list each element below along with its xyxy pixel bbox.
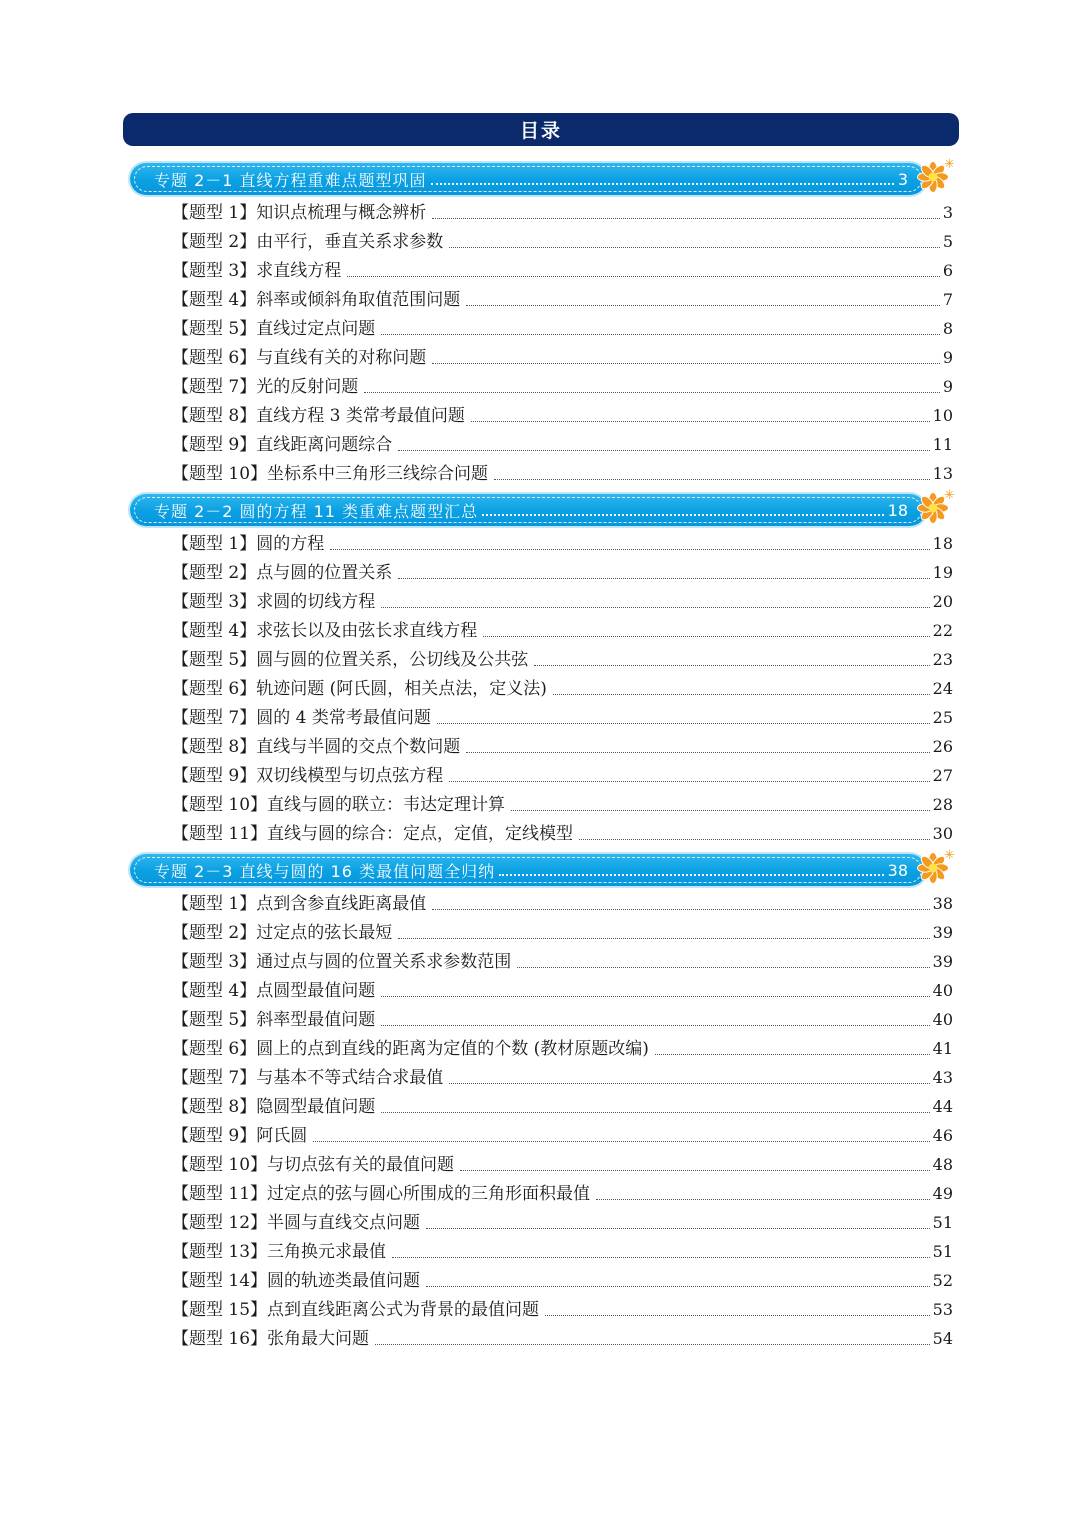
dot-leader bbox=[381, 607, 929, 608]
dot-leader bbox=[471, 421, 930, 422]
entry-label: 【题型 10】 bbox=[172, 795, 268, 815]
entry-page-number: 44 bbox=[932, 1097, 953, 1116]
entry-title: 直线与半圆的交点个数问题 bbox=[256, 737, 461, 757]
entry-title: 与切点弦有关的最值问题 bbox=[267, 1155, 455, 1175]
entry-label: 【题型 3】 bbox=[172, 261, 257, 281]
entry-label: 【题型 2】 bbox=[172, 563, 257, 583]
entry-label: 【题型 4】 bbox=[172, 290, 257, 310]
entry-title: 双切线模型与切点弦方程 bbox=[256, 766, 444, 786]
section-title: 专题 2－2 圆的方程 11 类重难点题型汇总 bbox=[154, 501, 479, 521]
entry-title: 圆与圆的位置关系，公切线及公共弦 bbox=[256, 650, 529, 670]
toc-entry[interactable] bbox=[172, 560, 953, 584]
toc-entry[interactable] bbox=[172, 734, 953, 758]
entry-title: 隐圆型最值问题 bbox=[256, 1097, 376, 1117]
entry-title: 三角换元求最值 bbox=[267, 1242, 387, 1262]
toc-entry[interactable] bbox=[172, 461, 953, 485]
entry-title: 轨迹问题 (阿氏圆，相关点法，定义法) bbox=[256, 679, 547, 699]
svg-text:✳: ✳ bbox=[944, 488, 954, 503]
entry-page-number: 5 bbox=[942, 232, 953, 251]
entry-title: 圆的方程 bbox=[256, 534, 325, 554]
entry-title: 圆的 4 类常考最值问题 bbox=[256, 708, 431, 728]
entry-page-number: 9 bbox=[942, 377, 953, 396]
toc-entry[interactable] bbox=[172, 403, 953, 427]
section-header[interactable] bbox=[130, 163, 926, 195]
entry-label: 【题型 5】 bbox=[172, 1010, 257, 1030]
dot-leader bbox=[364, 392, 940, 393]
toc-entry[interactable] bbox=[172, 287, 953, 311]
toc-entry[interactable] bbox=[172, 821, 953, 845]
entry-page-number: 41 bbox=[932, 1039, 953, 1058]
flower-icon bbox=[916, 848, 954, 886]
entry-page-number: 53 bbox=[932, 1300, 953, 1319]
entry-page-number: 40 bbox=[932, 981, 953, 1000]
dot-leader bbox=[596, 1199, 930, 1200]
entry-page-number: 3 bbox=[942, 203, 953, 222]
toc-entry[interactable] bbox=[172, 1326, 953, 1350]
dot-leader bbox=[375, 1344, 930, 1345]
entry-page-number: 30 bbox=[932, 824, 953, 843]
entry-title: 求直线方程 bbox=[256, 261, 342, 281]
entry-page-number: 40 bbox=[932, 1010, 953, 1029]
entry-label: 【题型 11】 bbox=[172, 1184, 268, 1204]
toc-entry[interactable] bbox=[172, 920, 953, 944]
dot-leader bbox=[330, 549, 929, 550]
toc-entry[interactable] bbox=[172, 531, 953, 555]
entry-page-number: 20 bbox=[932, 592, 953, 611]
dot-leader bbox=[313, 1141, 929, 1142]
dot-leader bbox=[432, 909, 929, 910]
entry-page-number: 38 bbox=[932, 894, 953, 913]
entry-title: 通过点与圆的位置关系求参数范围 bbox=[256, 952, 512, 972]
entry-title: 由平行，垂直关系求参数 bbox=[256, 232, 444, 252]
entry-page-number: 24 bbox=[932, 679, 953, 698]
entry-title: 过定点的弦长最短 bbox=[256, 923, 393, 943]
entry-label: 【题型 13】 bbox=[172, 1242, 268, 1262]
dot-leader bbox=[392, 1257, 930, 1258]
toc-entry[interactable] bbox=[172, 589, 953, 613]
entry-label: 【题型 1】 bbox=[172, 203, 257, 223]
entry-label: 【题型 5】 bbox=[172, 319, 257, 339]
toc-entry[interactable] bbox=[172, 1094, 953, 1118]
svg-text:✳: ✳ bbox=[944, 848, 954, 863]
entry-page-number: 27 bbox=[932, 766, 953, 785]
entry-title: 圆上的点到直线的距离为定值的个数 (教材原题改编) bbox=[256, 1039, 649, 1059]
entry-title: 点圆型最值问题 bbox=[256, 981, 376, 1001]
entry-page-number: 18 bbox=[932, 534, 953, 553]
dot-leader bbox=[398, 578, 929, 579]
dot-leader bbox=[398, 938, 929, 939]
entry-page-number: 28 bbox=[932, 795, 953, 814]
entry-label: 【题型 10】 bbox=[172, 464, 268, 484]
dot-leader bbox=[466, 752, 929, 753]
dot-leader bbox=[381, 996, 929, 997]
dot-leader bbox=[466, 305, 940, 306]
dot-leader bbox=[460, 1170, 930, 1171]
entry-page-number: 51 bbox=[932, 1242, 953, 1261]
entry-title: 求弦长以及由弦长求直线方程 bbox=[256, 621, 478, 641]
flower-icon bbox=[916, 488, 954, 526]
entry-title: 直线方程 3 类常考最值问题 bbox=[256, 406, 465, 426]
entry-title: 直线与圆的综合：定点，定值，定线模型 bbox=[267, 824, 574, 844]
toc-entry[interactable] bbox=[172, 1152, 953, 1176]
entry-page-number: 13 bbox=[932, 464, 953, 483]
section-header[interactable] bbox=[130, 494, 926, 526]
entry-title: 直线过定点问题 bbox=[256, 319, 376, 339]
entry-label: 【题型 6】 bbox=[172, 1039, 257, 1059]
dot-leader bbox=[381, 1025, 929, 1026]
entry-label: 【题型 12】 bbox=[172, 1213, 268, 1233]
entry-label: 【题型 1】 bbox=[172, 894, 257, 914]
toc-heading: 目录 bbox=[519, 120, 562, 142]
entry-label: 【题型 6】 bbox=[172, 348, 257, 368]
entry-page-number: 39 bbox=[932, 923, 953, 942]
entry-label: 【题型 6】 bbox=[172, 679, 257, 699]
toc-entry[interactable] bbox=[172, 949, 953, 973]
entry-page-number: 25 bbox=[932, 708, 953, 727]
dot-leader bbox=[482, 514, 884, 516]
entry-label: 【题型 9】 bbox=[172, 766, 257, 786]
section-header[interactable] bbox=[130, 854, 926, 886]
entry-title: 过定点的弦与圆心所围成的三角形面积最值 bbox=[267, 1184, 591, 1204]
toc-entry[interactable] bbox=[172, 1007, 953, 1031]
toc-entry[interactable] bbox=[172, 316, 953, 340]
entry-label: 【题型 2】 bbox=[172, 923, 257, 943]
dot-leader bbox=[426, 1286, 930, 1287]
toc-entry[interactable] bbox=[172, 374, 953, 398]
entry-page-number: 26 bbox=[932, 737, 953, 756]
entry-page-number: 22 bbox=[932, 621, 953, 640]
section-page-number: 18 bbox=[887, 500, 908, 520]
entry-page-number: 52 bbox=[932, 1271, 953, 1290]
dot-leader bbox=[432, 218, 940, 219]
dot-leader bbox=[437, 723, 930, 724]
entry-title: 斜率型最值问题 bbox=[256, 1010, 376, 1030]
toc-entry[interactable] bbox=[172, 229, 953, 253]
entry-title: 点与圆的位置关系 bbox=[256, 563, 393, 583]
flower-icon bbox=[916, 157, 954, 195]
dot-leader bbox=[511, 810, 930, 811]
entry-label: 【题型 4】 bbox=[172, 981, 257, 1001]
dot-leader bbox=[483, 636, 929, 637]
entry-title: 坐标系中三角形三线综合问题 bbox=[267, 464, 489, 484]
dot-leader bbox=[499, 874, 884, 876]
entry-title: 光的反射问题 bbox=[256, 377, 359, 397]
entry-page-number: 19 bbox=[932, 563, 953, 582]
dot-leader bbox=[449, 247, 940, 248]
toc-entry[interactable] bbox=[172, 258, 953, 282]
dot-leader bbox=[579, 839, 930, 840]
entry-page-number: 8 bbox=[942, 319, 953, 338]
toc-entry[interactable] bbox=[172, 345, 953, 369]
entry-label: 【题型 8】 bbox=[172, 1097, 257, 1117]
toc-entry[interactable] bbox=[172, 1210, 953, 1234]
entry-label: 【题型 15】 bbox=[172, 1300, 268, 1320]
entry-label: 【题型 7】 bbox=[172, 708, 257, 728]
entry-page-number: 43 bbox=[932, 1068, 953, 1087]
entry-title: 直线与圆的联立：韦达定理计算 bbox=[267, 795, 506, 815]
entry-label: 【题型 14】 bbox=[172, 1271, 268, 1291]
entry-title: 知识点梳理与概念辨析 bbox=[256, 203, 427, 223]
toc-entry[interactable] bbox=[172, 978, 953, 1002]
entry-page-number: 54 bbox=[932, 1329, 953, 1348]
toc-entry[interactable] bbox=[172, 792, 953, 816]
entry-label: 【题型 4】 bbox=[172, 621, 257, 641]
entry-title: 直线距离问题综合 bbox=[256, 435, 393, 455]
toc-title-bar bbox=[123, 113, 959, 146]
entry-page-number: 10 bbox=[932, 406, 953, 425]
toc-entry[interactable] bbox=[172, 1239, 953, 1263]
entry-page-number: 9 bbox=[942, 348, 953, 367]
entry-title: 与直线有关的对称问题 bbox=[256, 348, 427, 368]
dot-leader bbox=[517, 967, 929, 968]
entry-label: 【题型 3】 bbox=[172, 592, 257, 612]
entry-page-number: 7 bbox=[942, 290, 953, 309]
entry-page-number: 11 bbox=[932, 435, 953, 454]
entry-title: 求圆的切线方程 bbox=[256, 592, 376, 612]
toc-entry[interactable] bbox=[172, 647, 953, 671]
entry-page-number: 48 bbox=[932, 1155, 953, 1174]
toc-entry[interactable] bbox=[172, 1268, 953, 1292]
section-title: 专题 2－3 直线与圆的 16 类最值问题全归纳 bbox=[154, 861, 496, 881]
svg-text:✳: ✳ bbox=[944, 157, 954, 172]
entry-title: 斜率或倾斜角取值范围问题 bbox=[256, 290, 461, 310]
dot-leader bbox=[431, 183, 894, 185]
entry-page-number: 49 bbox=[932, 1184, 953, 1203]
dot-leader bbox=[398, 450, 929, 451]
entry-title: 阿氏圆 bbox=[256, 1126, 308, 1146]
dot-leader bbox=[534, 665, 929, 666]
entry-label: 【题型 11】 bbox=[172, 824, 268, 844]
entry-label: 【题型 16】 bbox=[172, 1329, 268, 1349]
toc-entry[interactable] bbox=[172, 618, 953, 642]
toc-entry[interactable] bbox=[172, 891, 953, 915]
entry-title: 圆的轨迹类最值问题 bbox=[267, 1271, 421, 1291]
entry-label: 【题型 8】 bbox=[172, 737, 257, 757]
entry-label: 【题型 2】 bbox=[172, 232, 257, 252]
entry-page-number: 39 bbox=[932, 952, 953, 971]
entry-title: 点到直线距离公式为背景的最值问题 bbox=[267, 1300, 540, 1320]
section-page-number: 38 bbox=[887, 860, 908, 880]
entry-title: 点到含参直线距离最值 bbox=[256, 894, 427, 914]
dot-leader bbox=[655, 1054, 930, 1055]
toc-entry[interactable] bbox=[172, 1181, 953, 1205]
entry-label: 【题型 3】 bbox=[172, 952, 257, 972]
section-title: 专题 2－1 直线方程重难点题型巩固 bbox=[154, 170, 427, 190]
toc-entry[interactable] bbox=[172, 1036, 953, 1060]
dot-leader bbox=[347, 276, 940, 277]
toc-entry[interactable] bbox=[172, 432, 953, 456]
entry-page-number: 46 bbox=[932, 1126, 953, 1145]
entry-page-number: 6 bbox=[942, 261, 953, 280]
dot-leader bbox=[449, 781, 929, 782]
entry-label: 【题型 7】 bbox=[172, 1068, 257, 1088]
dot-leader bbox=[545, 1315, 930, 1316]
dot-leader bbox=[449, 1083, 929, 1084]
toc-entry[interactable] bbox=[172, 1123, 953, 1147]
toc-entry[interactable] bbox=[172, 763, 953, 787]
dot-leader bbox=[426, 1228, 930, 1229]
toc-entry[interactable] bbox=[172, 1297, 953, 1321]
dot-leader bbox=[381, 334, 940, 335]
entry-title: 半圆与直线交点问题 bbox=[267, 1213, 421, 1233]
entry-page-number: 23 bbox=[932, 650, 953, 669]
entry-label: 【题型 9】 bbox=[172, 435, 257, 455]
dot-leader bbox=[432, 363, 940, 364]
dot-leader bbox=[553, 694, 930, 695]
dot-leader bbox=[381, 1112, 929, 1113]
section-page-number: 3 bbox=[897, 169, 908, 189]
entry-title: 张角最大问题 bbox=[267, 1329, 370, 1349]
dot-leader bbox=[494, 479, 930, 480]
entry-label: 【题型 8】 bbox=[172, 406, 257, 426]
entry-label: 【题型 9】 bbox=[172, 1126, 257, 1146]
entry-label: 【题型 1】 bbox=[172, 534, 257, 554]
entry-label: 【题型 5】 bbox=[172, 650, 257, 670]
toc-entry[interactable] bbox=[172, 676, 953, 700]
toc-entry[interactable] bbox=[172, 200, 953, 224]
entry-page-number: 51 bbox=[932, 1213, 953, 1232]
toc-entry[interactable] bbox=[172, 705, 953, 729]
entry-label: 【题型 10】 bbox=[172, 1155, 268, 1175]
entry-title: 与基本不等式结合求最值 bbox=[256, 1068, 444, 1088]
entry-label: 【题型 7】 bbox=[172, 377, 257, 397]
toc-entry[interactable] bbox=[172, 1065, 953, 1089]
